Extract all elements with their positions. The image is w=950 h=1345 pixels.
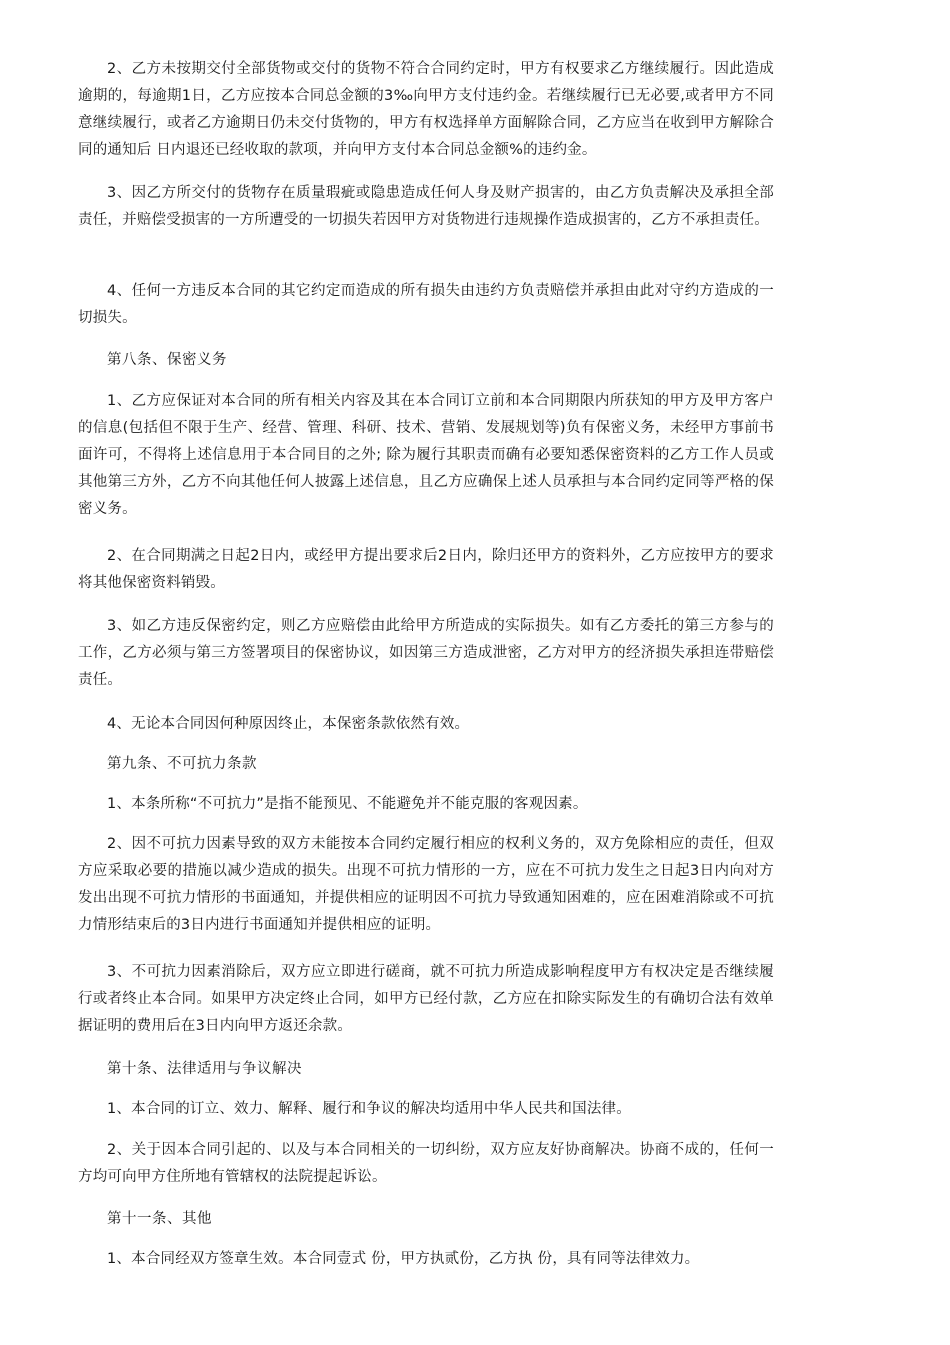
article8-clause-1: 1、乙方应保证对本合同的所有相关内容及其在本合同订立前和本合同期限内所获知的甲方及甲方客户的信息(包括但不限于生产、经营、管理、科研、技术、营销、发展规划等)负有保密义务，未经甲方事前书面许可，不得将上述信息用于本合同目的之外; 除为履行其职责而确有必要知悉保密资料的乙方工作人员或其他第三方外，乙方不向其他任何人披露上述信息，且乙方应确保上述人员承担与本合同约定同等严格的保密义务。 — [78, 393, 774, 517]
article8-clause-2: 2、在合同期满之日起2日内，或经甲方提出要求后2日内，除归还甲方的资料外，乙方应按甲方的要求将其他保密资料销毁。 — [78, 548, 774, 591]
article11-heading: 第十一条、其他 — [107, 1211, 212, 1227]
article8-clause-4: 4、无论本合同因何种原因终止，本保密条款依然有效。 — [107, 716, 470, 732]
article8-heading: 第八条、保密义务 — [107, 352, 227, 368]
article9-clause-3: 3、不可抗力因素消除后，双方应立即进行磋商，就不可抗力所造成影响程度甲方有权决定是否继续履行或者终止本合同。如果甲方决定终止合同，如甲方已经付款，乙方应在扣除实际发生的有确切合法有效单据证明的费用后在3日内向甲方返还余款。 — [78, 964, 774, 1034]
article8-clause-3: 3、如乙方违反保密约定，则乙方应赔偿由此给甲方所造成的实际损失。如有乙方委托的第三方参与的工作，乙方必须与第三方签署项目的保密协议，如因第三方造成泄密，乙方对甲方的经济损失承担连带赔偿责任。 — [78, 618, 774, 688]
article11-clause-1: 1、本合同经双方签章生效。本合同壹式 份，甲方执贰份，乙方执 份，具有同等法律效力。 — [107, 1251, 700, 1267]
article9-clause-2: 2、因不可抗力因素导致的双方未能按本合同约定履行相应的权利义务的，双方免除相应的责任，但双方应采取必要的措施以减少造成的损失。出现不可抗力情形的一方，应在不可抗力发生之日起3日内向对方发出出现不可抗力情形的书面通知，并提供相应的证明因不可抗力导致通知困难的，应在困难消除或不可抗力情形结束后的3日内进行书面通知并提供相应的证明。 — [78, 836, 774, 933]
article10-heading: 第十条、法律适用与争议解决 — [107, 1061, 302, 1077]
article9-heading: 第九条、不可抗力条款 — [107, 756, 257, 772]
article10-clause-2: 2、关于因本合同引起的、以及与本合同相关的一切纠纷，双方应友好协商解决。协商不成的，任何一方均可向甲方住所地有管辖权的法院提起诉讼。 — [78, 1142, 774, 1185]
article7-clause-4: 4、任何一方违反本合同的其它约定而造成的所有损失由违约方负责赔偿并承担由此对守约方造成的一切损失。 — [78, 283, 774, 326]
article10-clause-1: 1、本合同的订立、效力、解释、履行和争议的解决均适用中华人民共和国法律。 — [107, 1101, 631, 1117]
article7-clause-2: 2、乙方未按期交付全部货物或交付的货物不符合合同约定时，甲方有权要求乙方继续履行。因此造成逾期的，每逾期1日，乙方应按本合同总金额的3‰向甲方支付违约金。若继续履行已无必要,或者甲方不同意继续履行，或者乙方逾期日仍未交付货物的，甲方有权选择单方面解除合同，乙方应当在收到甲方解除合同的通知后 日内退还已经收取的款项，并向甲方支付本合同总金额%的违约金。 — [78, 61, 774, 158]
article9-clause-1: 1、本条所称“不可抗力”是指不能预见、不能避免并不能克服的客观因素。 — [107, 796, 588, 812]
article7-clause-3: 3、因乙方所交付的货物存在质量瑕疵或隐患造成任何人身及财产损害的，由乙方负责解决及承担全部责任，并赔偿受损害的一方所遭受的一切损失若因甲方对货物进行违规操作造成损害的，乙方不承担责任。 — [78, 185, 774, 228]
